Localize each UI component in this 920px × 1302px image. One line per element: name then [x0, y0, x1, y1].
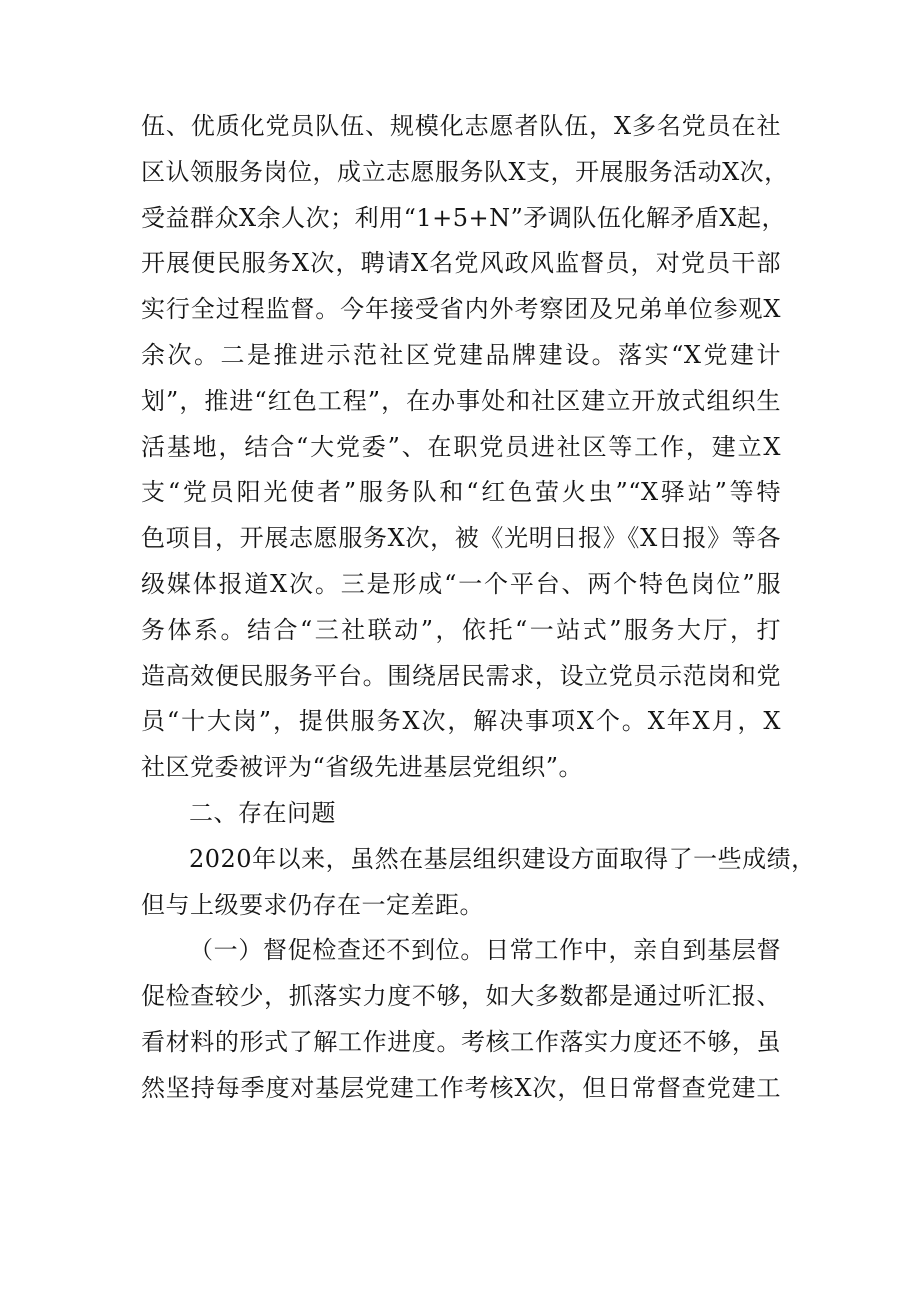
section-heading-problems — [141, 791, 781, 837]
text-line: 活基地，结合“大党委”、在职党员进社区等工作，建立X — [141, 432, 781, 461]
text-line: 受益群众X余人次；利用“1+5+N”矛调队伍化解矛盾X起， — [141, 203, 786, 232]
text-line: 看材料的形式了解工作进度。考核工作落实力度还不够，虽 — [141, 1027, 781, 1056]
text-line: 然坚持每季度对基层党建工作考核X次，但日常督查党建工 — [141, 1073, 781, 1102]
text-line: 色项目，开展志愿服务X次，被《光明日报》《X日报》等各 — [141, 524, 781, 553]
text-line: 但与上级要求仍存在一定差距。 — [141, 890, 484, 919]
text-line: 区认领服务岗位，成立志愿服务队X支，开展服务活动X次， — [141, 157, 789, 186]
paragraph-achievements — [141, 104, 789, 791]
paragraph-gap-summary — [141, 837, 816, 929]
text-line: 伍、优质化党员队伍、规模化志愿者队伍，X多名党员在社 — [141, 112, 781, 140]
text-line: （一）督促检查还不到位。日常工作中，亲自到基层督 — [189, 936, 781, 965]
text-line: 开展便民服务X次，聘请X名党风政风监督员，对党员干部 — [141, 249, 781, 278]
text-line: 造高效便民服务平台。围绕居民需求，设立党员示范岗和党 — [141, 661, 781, 690]
text-line: 社区党委被评为“省级先进基层党组织”。 — [141, 753, 584, 782]
text-line: 余次。二是推进示范社区党建品牌建设。落实“X党建计 — [141, 340, 781, 369]
text-line: 划”，推进“红色工程”，在办事处和社区建立开放式组织生 — [141, 386, 781, 415]
text-line: 促检查较少，抓落实力度不够，如大多数都是通过听汇报、 — [141, 982, 781, 1011]
document-body — [141, 104, 816, 1112]
text-line: 级媒体报道X次。三是形成“一个平台、两个特色岗位”服 — [141, 569, 781, 598]
text-line: 务体系。结合“三社联动”，依托“一站式”服务大厅，打 — [141, 615, 781, 644]
text-line: 实行全过程监督。今年接受省内外考察团及兄弟单位参观X — [141, 295, 781, 324]
paragraph-supervision — [141, 928, 781, 1111]
text-line: 2020年以来，虽然在基层组织建设方面取得了一些成绩， — [189, 844, 816, 873]
text-line: 员“十大岗”，提供服务X次，解决事项X个。X年X月，X — [141, 707, 781, 736]
text-line: 支“党员阳光使者”服务队和“红色萤火虫”“X驿站”等特 — [141, 478, 781, 507]
section-heading: 二、存在问题 — [189, 798, 336, 827]
